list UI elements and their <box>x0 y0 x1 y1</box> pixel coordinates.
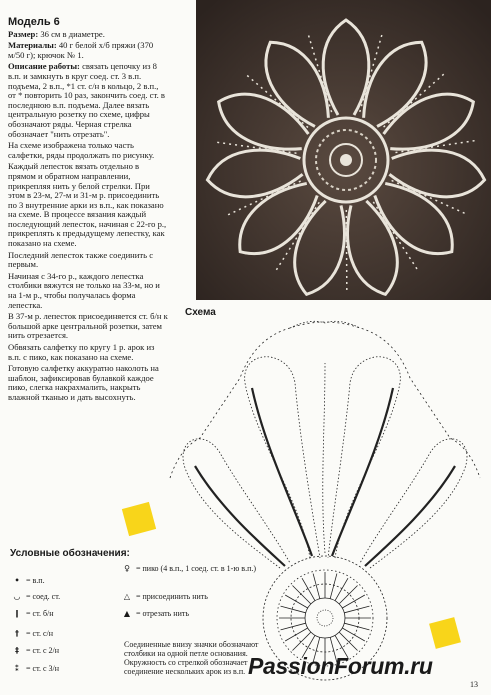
doily-image <box>196 0 491 300</box>
cut-thread-icon: ▲ <box>123 609 131 618</box>
legend-item: ▲ = отрезать нить <box>120 609 189 618</box>
legend-item: ♀ = пико (4 в.п., 1 соед. ст. в 1-ю в.п.) <box>120 564 276 573</box>
paragraph: Каждый лепесток вязать отдельно в прямом и обратном направлении, прикрепляя нить у белой стрелки. При этом в 23-м, 27-м и 31-м р. присоединить по 3 внутренние арки из в.п., как показано на схеме. В процессе вязания каждый последующий лепесток, начиная с 22-го р., прикреплять к предыдущему лепестку, как показано на схеме. <box>8 161 167 249</box>
watermark-logo: PassionForum.ru <box>248 653 433 679</box>
legend-note: Соединенные внизу значки обозначают столбики на одной петле основания. Окружность со стрелкой обозначает соединение нескольких арок из в.п. <box>124 640 259 676</box>
double-crochet-symbol-icon: † <box>15 629 19 638</box>
instructions-column <box>8 18 168 405</box>
legend-item: † = ст. с/н <box>10 629 53 638</box>
legend-item: ⁑ = ст. с 3/н <box>10 664 59 673</box>
single-crochet-symbol-icon: ǀ <box>15 609 19 618</box>
crochet-diagram <box>160 318 491 690</box>
paragraph: В 37-м р. лепесток присоединяется ст. б/н к большой арке центральной розетки, затем нить отрезается. <box>8 311 168 341</box>
slip-stitch-symbol-icon: ◡ <box>13 592 21 601</box>
model-title: Модель 6 <box>8 16 60 28</box>
schema-title: Схема <box>185 307 216 318</box>
legend-item: ǀ = ст. б/н <box>10 609 54 618</box>
legend-item: ‡ = ст. с 2/н <box>10 646 59 655</box>
yellow-square-left <box>122 502 156 536</box>
materials-paragraph <box>8 41 168 60</box>
chain-symbol-icon: • <box>14 576 20 585</box>
size-text: 36 см в диаметре. <box>40 28 105 39</box>
paragraph: На схеме изображена только часть салфетки, ряды продолжать по рисунку. <box>8 140 155 160</box>
work-paragraph <box>8 62 168 139</box>
double-treble-symbol-icon: ⁑ <box>14 664 20 673</box>
treble-crochet-symbol-icon: ‡ <box>15 646 19 655</box>
size-paragraph <box>8 30 168 40</box>
paragraph: Обвязать салфетку по кругу 1 р. арок из в.п. с пико, как показано на схеме. <box>8 342 155 362</box>
rosette-stitch <box>344 606 369 613</box>
legend-item: ◡ = соед. ст. <box>10 592 60 601</box>
rosette-stitch <box>344 623 369 630</box>
rosette-stitch <box>330 574 337 599</box>
paragraph: Готовую салфетку аккуратно наколоть на шаблон, зафиксировав булавкой каждое пико, слегка накрахмалить, накрыть влажной тканью и дать высохнуть. <box>8 363 159 402</box>
work-text: связать цепочку из 8 в.п. и замкнуть в круг соед. ст. 3 в.п. подъема, 2 в.п., *1 ст. с/н в кольцо, 2 в.п., от * повторить 10 раз, закончить соед. ст. в последнюю в.п. подъема. Далее вязать центральную розетку по схеме, цифры обозначают ряды. Черная стрелка обозначает "нить отрезать". <box>8 61 165 139</box>
work-label: Описание работы: <box>8 61 80 72</box>
legend-title: Условные обозначения: <box>10 548 130 559</box>
page-number: 13 <box>470 680 478 689</box>
size-label: Размер: <box>8 28 39 39</box>
paragraph: Начиная с 34-го р., каждого лепестка столбики вяжутся не только на 33-м, но и на 1-м р., чтобы получалась форма лепестка. <box>8 270 160 310</box>
materials-text: 40 г белой х/б пряжи (370 м/50 г); крючок № 1. <box>8 40 154 60</box>
picot-symbol-icon: ♀ <box>124 564 130 573</box>
rosette-stitch <box>281 623 306 630</box>
doily-photo <box>196 0 491 300</box>
legend-item: • = в.п. <box>10 576 45 585</box>
legend-item: △ = присоединить нить <box>120 592 208 601</box>
crochet-chart <box>160 318 491 690</box>
materials-label: Материалы: <box>8 40 57 51</box>
paragraph: Последний лепесток также соединить с первым. <box>8 249 154 270</box>
join-thread-icon: △ <box>123 592 131 601</box>
